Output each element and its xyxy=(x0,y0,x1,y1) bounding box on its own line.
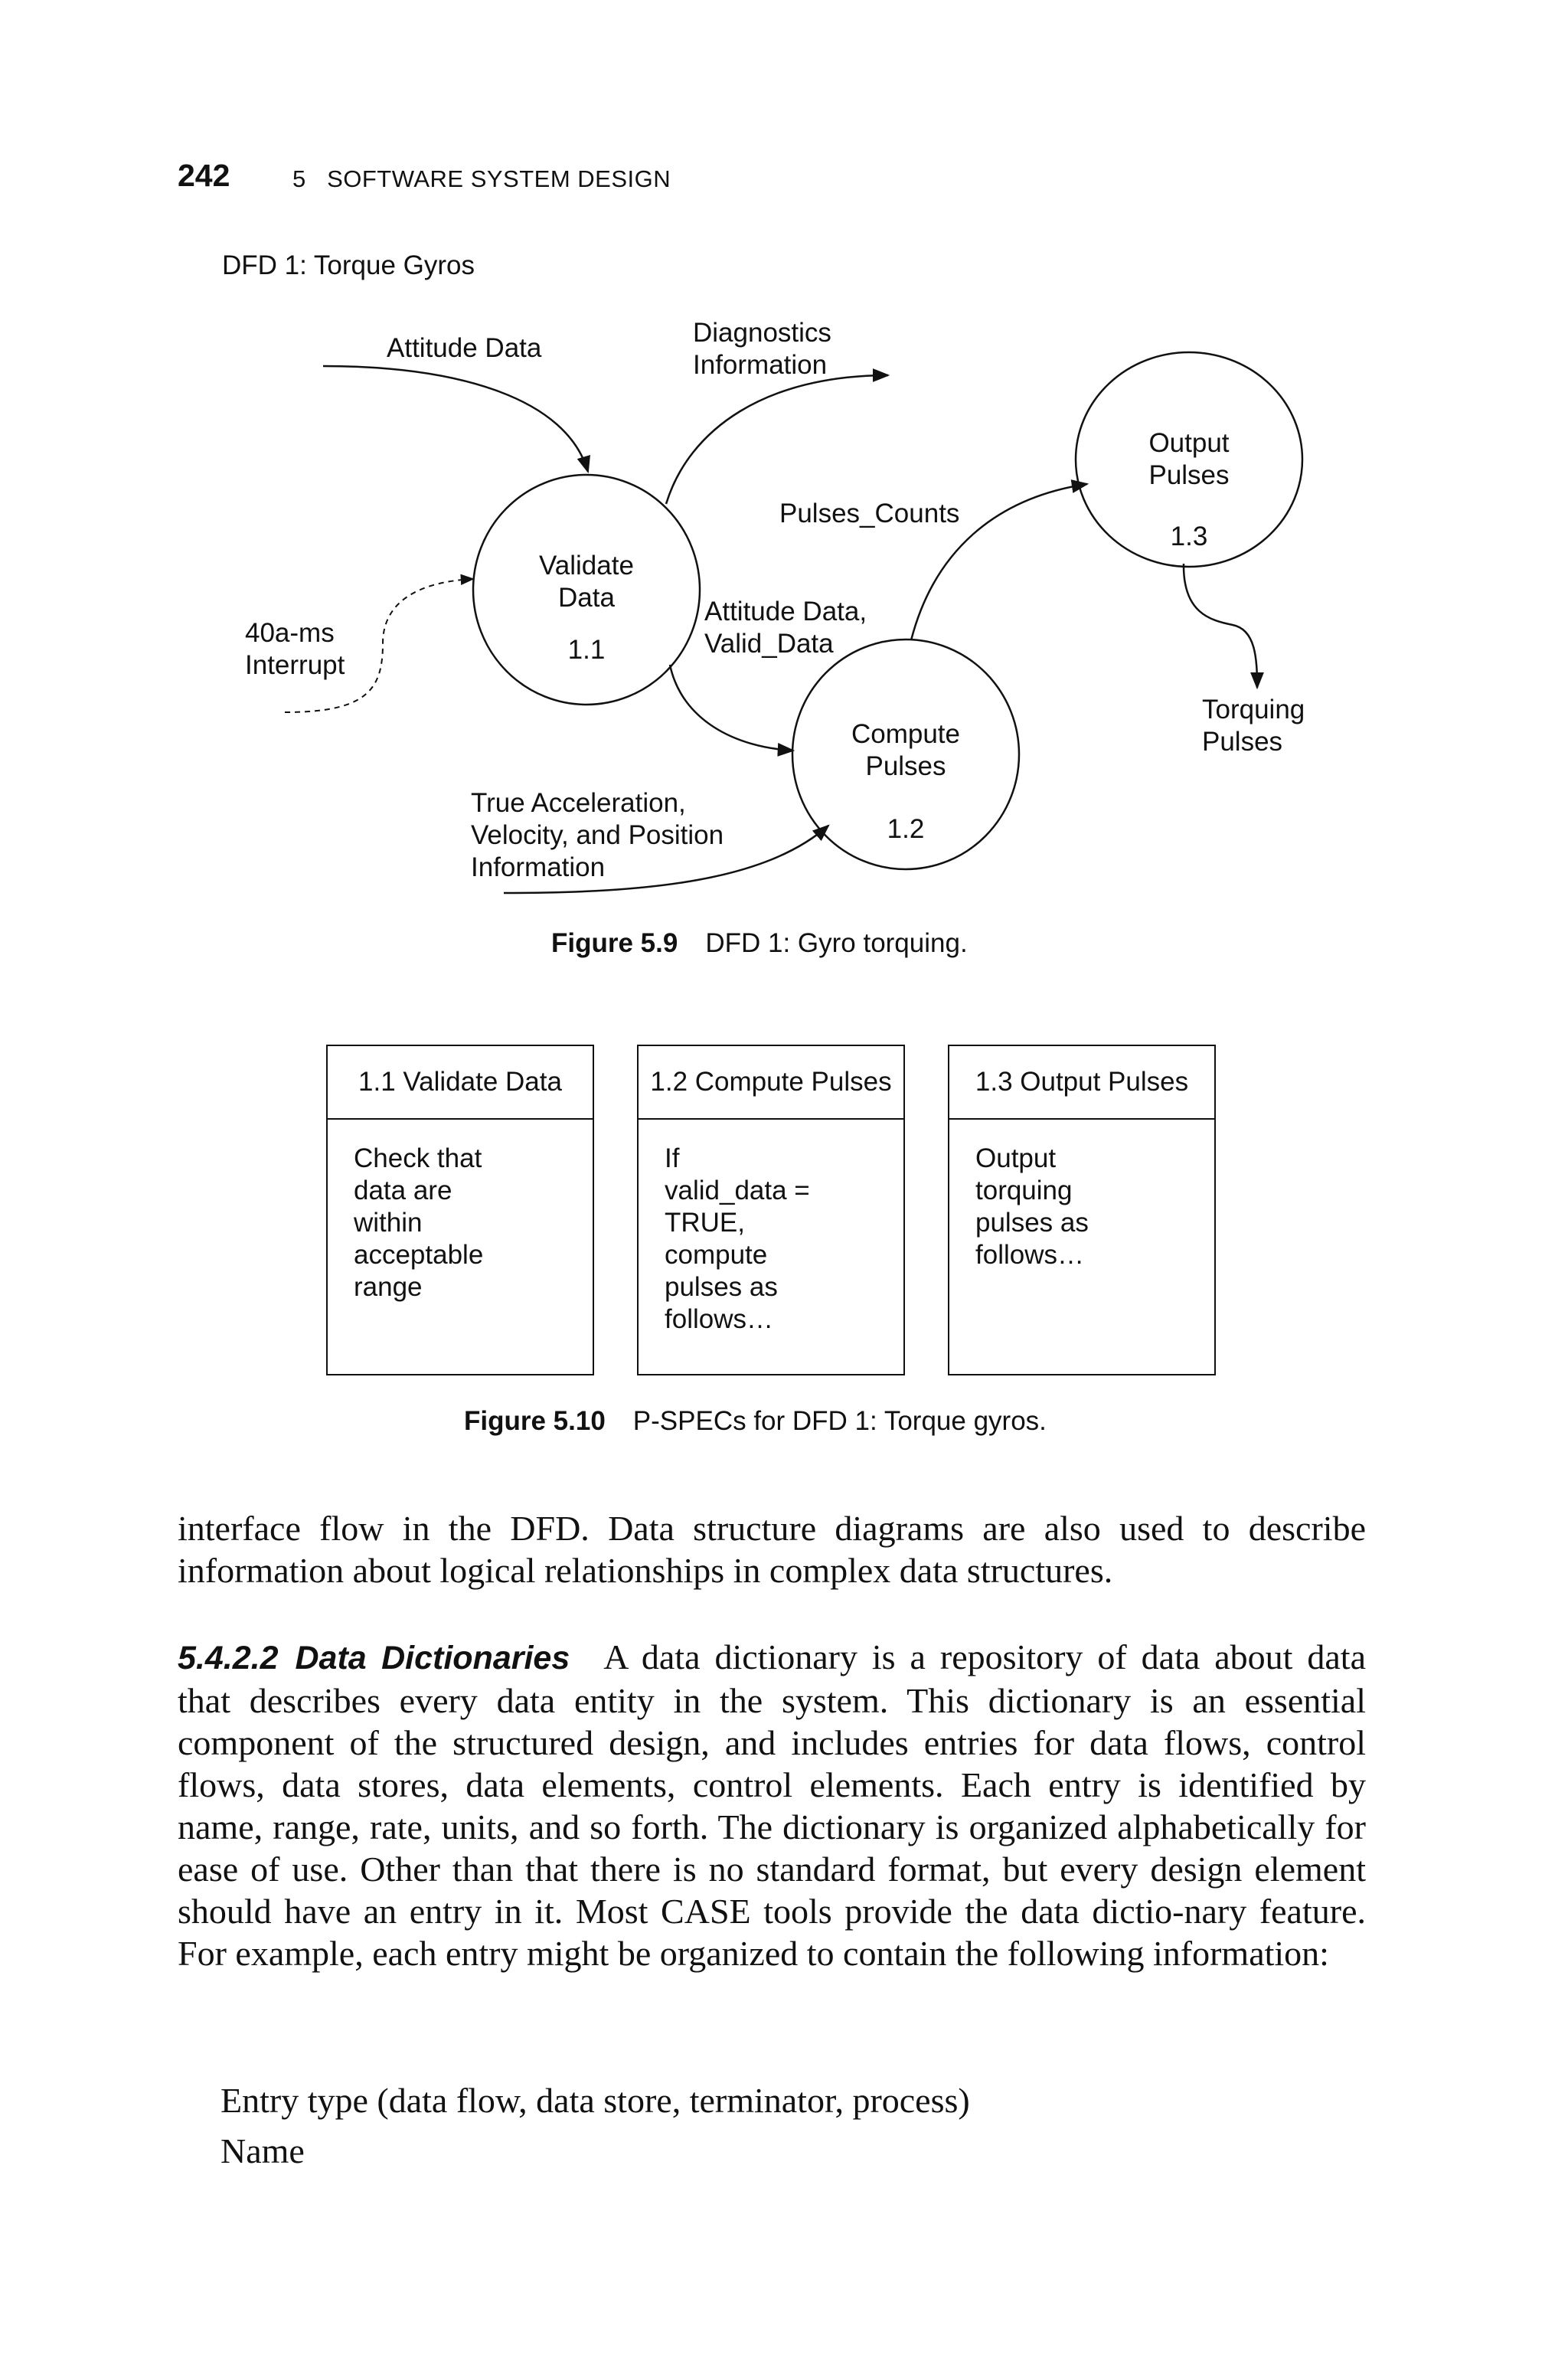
flow-attitude-data-label: Attitude Data xyxy=(387,333,542,363)
pspec-box-1-1 xyxy=(326,1045,594,1375)
figure-5-10-caption-text: P-SPECs for DFD 1: Torque gyros. xyxy=(632,1406,1047,1436)
process-1-2-label-line2: Pulses xyxy=(865,751,946,781)
pspec-body: Check that data are within acceptable range xyxy=(354,1143,484,1302)
flow-interrupt-label-line2: Interrupt xyxy=(245,650,345,680)
figure-5-10-caption xyxy=(464,1406,1047,1437)
process-1-2-number: 1.2 xyxy=(887,814,925,844)
pspec-box-1-3 xyxy=(948,1045,1216,1375)
process-1-1-number: 1.1 xyxy=(567,635,606,665)
entry-list xyxy=(220,2075,970,2177)
paragraph-text: A data dictionary is a repository of data about data that describes every data entity in the system. This dictionary is an essential component of the structured design, and includes entries for data flows, control flows, data stores, data elements, control elements. Each entry is identified by name, range, rate, units, and so forth. The dictionary is organized alphabetically for ease of use. Other than that there is no standard format, but every design element should have an entry in it. Most CASE tools provide the data dictio-nary feature. For example, each entry might be organized to contain the following information: xyxy=(178,1637,1366,1973)
flow-torquing-pulses-label-line2: Pulses xyxy=(1202,727,1283,757)
list-item: Entry type (data flow, data store, terminator, process) xyxy=(220,2081,970,2120)
process-1-1-label-line1: Validate xyxy=(539,551,634,581)
process-1-1-label-line2: Data xyxy=(558,583,615,613)
flow-true-acceleration-label-line1: True Acceleration, xyxy=(471,788,686,818)
body-text xyxy=(178,1507,1366,1974)
flow-torquing-pulses-arrow xyxy=(1184,564,1257,688)
flow-diagnostics-label-line2: Information xyxy=(693,350,828,380)
section-number: 5.4.2.2 xyxy=(178,1640,279,1676)
flow-diagnostics-arrow xyxy=(666,375,888,504)
paragraph-data-dictionaries xyxy=(178,1636,1366,1974)
flow-true-acceleration-label-line3: Information xyxy=(471,852,606,882)
pspec-title: 1.3 Output Pulses xyxy=(949,1046,1214,1120)
process-1-3-label-line2: Pulses xyxy=(1148,460,1230,490)
process-1-3-label-line1: Output xyxy=(1148,428,1230,458)
running-head: 5 SOFTWARE SYSTEM DESIGN xyxy=(292,165,671,192)
pspec-title: 1.2 Compute Pulses xyxy=(639,1046,903,1120)
flow-diagnostics-label-line1: Diagnostics xyxy=(693,318,831,348)
flow-interrupt-label-line1: 40a-ms xyxy=(245,618,335,648)
flow-torquing-pulses-label-line1: Torquing xyxy=(1202,695,1305,724)
pspec-body: If valid_data = TRUE, compute pulses as follows… xyxy=(665,1143,810,1334)
paragraph: interface flow in the DFD. Data structure diagrams are also used to describe information about logical relationships in complex data structures. xyxy=(178,1509,1366,1590)
pspec-box-1-2 xyxy=(637,1045,905,1375)
process-1-2-label-line1: Compute xyxy=(851,719,961,749)
page-number: 242 xyxy=(178,158,230,193)
list-item: Name xyxy=(220,2131,305,2170)
pspec-title: 1.1 Validate Data xyxy=(328,1046,593,1120)
figure-5-9-caption xyxy=(551,928,968,959)
figure-5-9-caption-text: DFD 1: Gyro torquing. xyxy=(705,928,968,958)
section-title: Data Dictionaries xyxy=(295,1640,570,1676)
figure-5-10-caption-label: Figure 5.10 xyxy=(464,1406,606,1436)
flow-attitude-data-arrow xyxy=(323,366,588,472)
process-1-3-number: 1.3 xyxy=(1170,522,1208,551)
dfd-diagram xyxy=(0,0,1568,996)
flow-attitude-valid-label-line1: Attitude Data, xyxy=(704,597,867,626)
flow-true-acceleration-label-line2: Velocity, and Position xyxy=(471,820,724,850)
figure-5-9-caption-label: Figure 5.9 xyxy=(551,928,678,958)
pspec-body: Output torquing pulses as follows… xyxy=(975,1143,1089,1270)
flow-pulses-counts-label: Pulses_Counts xyxy=(779,499,960,528)
flow-attitude-valid-arrow xyxy=(670,665,793,751)
flow-attitude-valid-label-line2: Valid_Data xyxy=(704,629,834,659)
dfd-title: DFD 1: Torque Gyros xyxy=(222,250,475,280)
